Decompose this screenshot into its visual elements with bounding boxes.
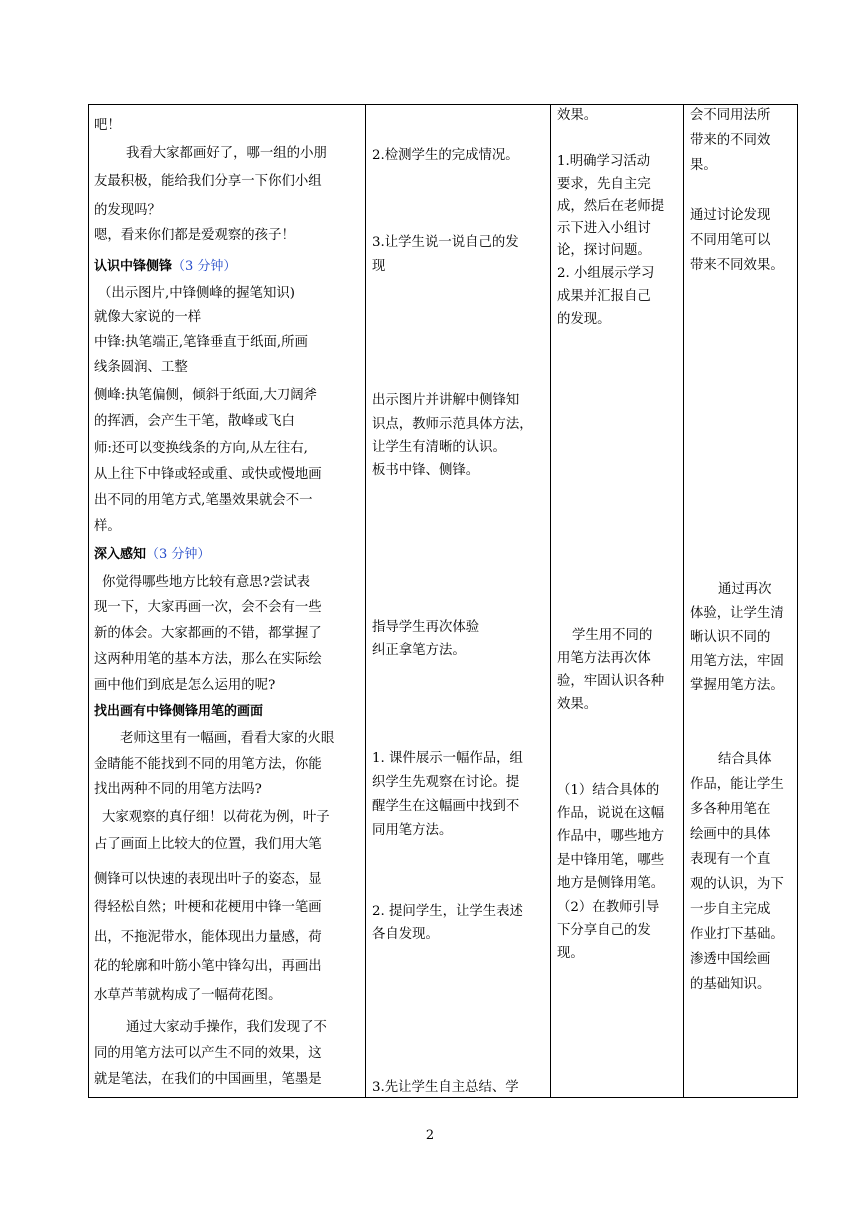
text-line: 用笔方法再次体: [557, 651, 651, 666]
text-line: 用笔方法，牢固: [690, 654, 784, 669]
text-line: 体验，让学生清: [690, 606, 784, 621]
text-line: 2.检测学生的完成情况。: [372, 148, 519, 163]
text-line: 大家观察的真仔细！以荷花为例，叶子: [102, 810, 330, 825]
text-line: 作品，能让学生: [690, 777, 784, 792]
text-line: 识点，教师示范具体方法，: [372, 417, 533, 432]
text-line: 结合具体: [718, 752, 772, 767]
text-line: 侧锋可以快速的表现出叶子的姿态，显: [94, 872, 322, 887]
text-line: 醒学生在这幅画中找到不: [372, 799, 520, 814]
text-line: 要求，先自主完: [557, 177, 651, 192]
text-line: 样。: [94, 519, 121, 534]
text-line: 水草芦苇就构成了一幅荷花图。: [94, 988, 282, 1003]
text-line: 嗯，看来你们都是爱观察的孩子！: [94, 228, 295, 243]
text-line: 作品中，哪些地方: [557, 829, 665, 844]
text-line: 论，探讨问题。: [557, 243, 651, 258]
text-line: 地方是侧锋用笔。: [557, 876, 665, 891]
text-line: 占了画面上比较大的位置，我们用大笔: [94, 837, 322, 852]
text-line: 金睛能不能找到不同的用笔方法，你能: [94, 757, 322, 772]
table-border-right: [797, 104, 798, 1098]
text-line: 成果并汇报自己: [557, 289, 651, 304]
text-line: 画中他们到底是怎么运用的呢?: [94, 678, 276, 693]
text-line: 得轻松自然；叶梗和花梗用中锋一笔画: [94, 900, 322, 915]
text-line: 师:还可以变换线条的方向,从左往右,: [94, 441, 308, 456]
text-line: 各自发现。: [372, 927, 439, 942]
text-line: 绘画中的具体: [690, 827, 771, 842]
text-line: 示下进入小组讨: [557, 221, 651, 236]
table-border-top: [88, 104, 798, 105]
text-line: 1.明确学习活动: [557, 154, 651, 169]
text-line: 织学生先观察在讨论。提: [372, 775, 520, 790]
text-line: 带来的不同效: [690, 133, 771, 148]
text-line: 果。: [690, 158, 717, 173]
text-line: 从上往下中锋或轻或重、或快或慢地画: [94, 467, 322, 482]
text-line: 作业打下基础。: [690, 927, 784, 942]
text-line: 不同用笔可以: [690, 233, 771, 248]
text-line: 是中锋用笔，哪些: [557, 853, 665, 868]
text-line: （2）在教师引导: [557, 900, 660, 915]
section-heading: 认识中锋侧锋（3 分钟）: [94, 259, 237, 274]
text-line: 的发现吗？: [94, 203, 161, 218]
text-line: 晰认识不同的: [690, 630, 771, 645]
text-line: 2. 小组展示学习: [557, 266, 655, 281]
text-line: 的基础知识。: [690, 977, 771, 992]
table-column-divider: [683, 104, 684, 1098]
text-line: 渗透中国绘画: [690, 952, 771, 967]
text-line: 3.让学生说一说自己的发: [372, 235, 519, 250]
text-line: 中锋:执笔端正,笔锋垂直于纸面,所画: [94, 335, 308, 350]
text-line: 我看大家都画好了，哪一组的小朋: [126, 146, 327, 161]
page-number: 2: [425, 1128, 435, 1143]
text-line: 多各种用笔在: [690, 802, 771, 817]
text-line: 你觉得哪些地方比较有意思?尝试表: [102, 575, 311, 590]
text-line: 吧！: [94, 118, 121, 133]
text-line: 新的体会。大家都画的不错，都掌握了: [94, 626, 322, 641]
text-line: 学生用不同的: [572, 628, 653, 643]
text-line: 通过再次: [718, 582, 772, 597]
text-line: 成，然后在老师提: [557, 199, 665, 214]
text-line: 的挥洒，会产生干笔，散峰或飞白: [94, 414, 295, 429]
table-column-divider: [550, 104, 551, 1098]
text-line: 作品，说说在这幅: [557, 806, 665, 821]
text-line: 效果。: [557, 108, 598, 123]
text-line: 现一下，大家再画一次，会不会有一些: [94, 600, 322, 615]
section-heading: 找出画有中锋侧锋用笔的画面: [94, 704, 264, 719]
text-line: 老师这里有一幅画，看看大家的火眼: [120, 731, 335, 746]
text-line: 同用笔方法。: [372, 823, 453, 838]
text-line: 让学生有清晰的认识。: [372, 440, 506, 455]
text-line: 表现有一个直: [690, 852, 771, 867]
text-line: 出示图片并讲解中侧锋知: [372, 393, 520, 408]
text-line: 效果。: [557, 697, 598, 712]
text-line: 2. 提问学生，让学生表述: [372, 904, 523, 919]
text-line: 指导学生再次体验: [372, 620, 480, 635]
text-line: 就像大家说的一样: [94, 310, 202, 325]
text-line: 就是笔法，在我们的中国画里，笔墨是: [94, 1072, 322, 1087]
text-line: 友最积极，能给我们分享一下你们小组: [94, 174, 322, 189]
table-border-left: [88, 104, 89, 1098]
text-line: 验，牢固认识各种: [557, 674, 665, 689]
section-heading: 深入感知（3 分钟）: [94, 547, 211, 562]
text-line: 找出两种不同的用笔方法吗?: [94, 782, 262, 797]
table-column-divider: [365, 104, 366, 1098]
text-line: 出不同的用笔方式,笔墨效果就会不一: [94, 493, 313, 508]
text-line: （1）结合具体的: [557, 783, 660, 798]
text-line: 通过大家动手操作，我们发现了不: [126, 1020, 327, 1035]
text-line: 这两种用笔的基本方法，那么在实际绘: [94, 652, 322, 667]
text-line: 一步自主完成: [690, 902, 771, 917]
text-line: 出，不拖泥带水，能体现出力量感，荷: [94, 930, 322, 945]
text-line: 会不同用法所: [690, 108, 771, 123]
text-line: 下分享自己的发: [557, 923, 651, 938]
text-line: 花的轮廓和叶筋小笔中锋勾出，再画出: [94, 959, 322, 974]
text-line: 的发现。: [557, 312, 611, 327]
text-line: 现。: [557, 946, 584, 961]
text-line: 掌握用笔方法。: [690, 678, 784, 693]
text-line: 观的认识，为下: [690, 877, 784, 892]
text-line: 现: [372, 259, 386, 274]
text-line: 通过讨论发现: [690, 208, 771, 223]
text-line: 1. 课件展示一幅作品，组: [372, 751, 523, 766]
text-line: 板书中锋、侧锋。: [372, 463, 480, 478]
text-line: 同的用笔方法可以产生不同的效果，这: [94, 1046, 322, 1061]
text-line: 3.先让学生自主总结、学: [372, 1080, 519, 1095]
text-line: 侧峰:执笔偏侧，倾斜于纸面,大刀阔斧: [94, 388, 318, 403]
text-line: （出示图片,中锋侧峰的握笔知识): [98, 286, 295, 301]
text-line: 纠正拿笔方法。: [372, 643, 466, 658]
text-line: 线条圆润、工整: [94, 360, 188, 375]
text-line: 带来不同效果。: [690, 258, 784, 273]
